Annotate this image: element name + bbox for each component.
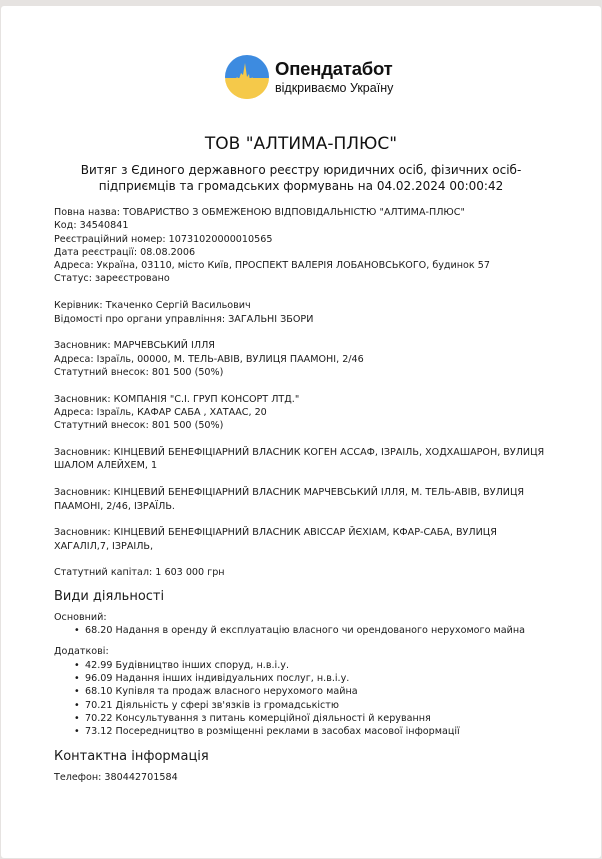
registration-date: Дата реєстрації: 08.08.2006 xyxy=(54,246,196,258)
activity-item: • 68.20 Надання в оренду й експлуатацію власного чи орендованого нерухомого майна xyxy=(74,625,526,637)
full-name: Повна назва: ТОВАРИСТВО З ОБМЕЖЕНОЮ ВІДПОВІДАЛЬНІСТЮ "АЛТИМА-ПЛЮС" xyxy=(54,207,465,218)
main-activity-label: Основний: xyxy=(54,611,107,623)
management-bodies: Відомості про органи управління: ЗАГАЛЬНІ ЗБОРИ xyxy=(54,313,314,325)
beneficiary: Засновник: КІНЦЕВИЙ БЕНЕФІЦІАРНИЙ ВЛАСНИК АВІССАР ЙЄХІАМ, КФАР-САБА, ВУЛИЦЯ ХАГАЛІЛ,7, ІЗРАІЛЬ, xyxy=(54,527,497,552)
logo-name: Опендатабот xyxy=(275,58,393,79)
founder-block xyxy=(54,339,554,379)
additional-activity-list xyxy=(54,659,554,739)
activity-item: • 70.21 Діяльність у сфері зв'язків із громадськістю xyxy=(74,699,339,711)
beneficiary: Засновник: КІНЦЕВИЙ БЕНЕФІЦІАРНИЙ ВЛАСНИК КОГЕН АССАФ, ІЗРАІЛЬ, ХОДХАШАРОН, ВУЛИЦЯ ШАЛОМ АЛЕЙХЕМ, 1 xyxy=(54,447,545,472)
activity-item: • 68.10 Купівля та продаж власного нерухомого майна xyxy=(74,686,358,698)
activities-heading: Види діяльності xyxy=(54,588,165,604)
bullet-icon: • xyxy=(74,726,80,738)
company-title: ТОВ "АЛТИМА-ПЛЮС" xyxy=(204,134,398,154)
additional-activity-label: Додаткові: xyxy=(54,646,109,658)
activity-item: • 73.12 Посередництво в розміщенні реклами в засобах масової інформації xyxy=(74,726,460,738)
founder-name: Засновник: МАРЧЕВСЬКИЙ ІЛЛЯ xyxy=(54,340,215,352)
logo-tagline: відкриваємо Україну xyxy=(275,80,394,95)
logo-mark-icon xyxy=(225,55,269,99)
founder-block xyxy=(54,393,554,433)
contact-heading: Контактна інформація xyxy=(54,749,209,765)
opendatabot-logo xyxy=(225,55,393,99)
bullet-icon: • xyxy=(74,672,80,684)
phone-number: Телефон: 380442701584 xyxy=(54,772,178,784)
authorized-capital: Статутний капітал: 1 603 000 грн xyxy=(54,567,225,579)
activity-item: • 42.99 Будівництво інших споруд, н.в.і.у. xyxy=(74,659,289,671)
founder-name: Засновник: КОМПАНІЯ "С.І. ГРУП КОНСОРТ ЛТД." xyxy=(54,393,300,405)
bullet-icon: • xyxy=(74,699,80,711)
registration-number: Реєстраційний номер: 10731020000010565 xyxy=(54,233,273,245)
activity-item: • 96.09 Надання інших індивідуальних послуг, н.в.і.у. xyxy=(74,672,350,684)
founder-address: Адреса: Ізраїль, КАФАР САБА , ХАТААС, 20 xyxy=(54,407,267,419)
founder-address: Адреса: Ізраїль, 00000, М. ТЕЛЬ-АВІВ, ВУЛИЦЯ ПААМОНІ, 2/46 xyxy=(54,353,364,365)
extract-subtitle: Витяг з Єдиного державного реєстру юридичних осіб, фізичних осіб-підприємців та громадських формувань на 04.02.2024 00:00:42 xyxy=(80,163,522,193)
bullet-icon: • xyxy=(74,686,80,698)
document-page xyxy=(1,6,601,858)
company-status: Статус: зареєстровано xyxy=(54,273,170,285)
activity-item: • 70.22 Консультування з питань комерційної діяльності й керування xyxy=(74,712,431,724)
beneficiary: Засновник: КІНЦЕВИЙ БЕНЕФІЦІАРНИЙ ВЛАСНИК МАРЧЕВСЬКИЙ ІЛЛЯ, М. ТЕЛЬ-АВІВ, ВУЛИЦЯ ПААМОНІ, 2/46, ІЗРАЇЛЬ. xyxy=(54,487,525,512)
founder-contribution: Статутний внесок: 801 500 (50%) xyxy=(54,366,224,378)
bullet-icon: • xyxy=(74,712,80,724)
document-body xyxy=(54,206,554,785)
director: Керівник: Ткаченко Сергій Васильович xyxy=(54,300,251,312)
company-code: Код: 34540841 xyxy=(54,220,129,232)
main-activity-list xyxy=(54,624,554,637)
company-address: Адреса: Україна, 03110, місто Київ, ПРОСПЕКТ ВАЛЕРІЯ ЛОБАНОВСЬКОГО, будинок 57 xyxy=(54,260,490,272)
bullet-icon: • xyxy=(74,659,80,671)
founder-contribution: Статутний внесок: 801 500 (50%) xyxy=(54,420,224,432)
bullet-icon: • xyxy=(74,625,80,637)
